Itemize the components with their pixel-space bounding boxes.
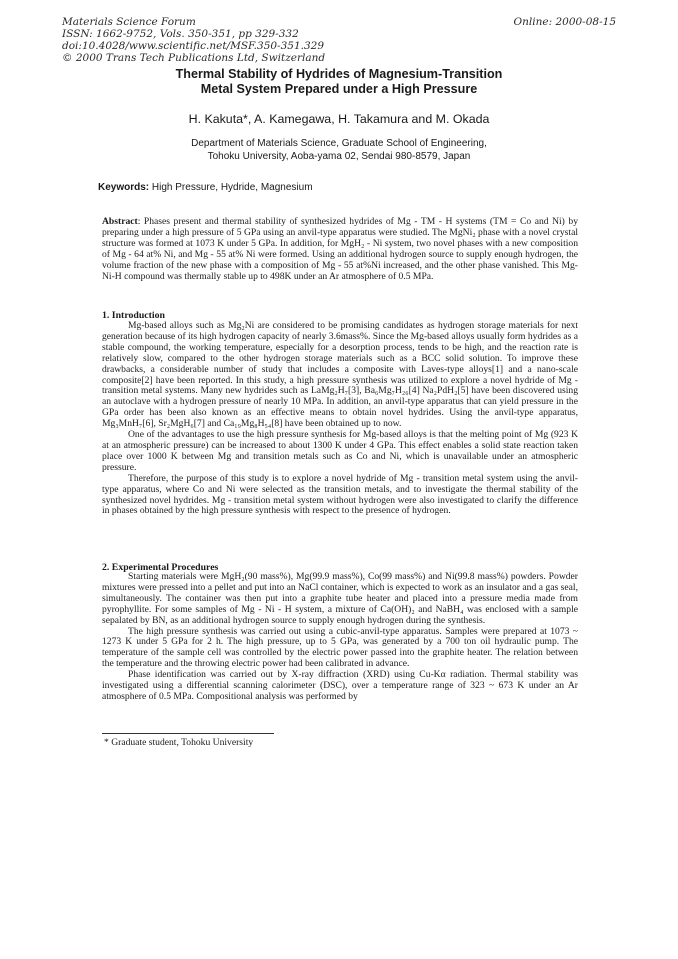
- paragraph: Starting materials were MgH₂(90 mass%), Mg(99.9 mass%), Co(99 mass%) and Ni(99.8 mass%) powders. Powder mixtures were pressed into a pellet and put into an NaCl container, which is expected to work as an insulator and a gas seal, simultaneously. The container was then put into a graphite tube heater and placed into a pressure media made from pyrophyllite. For some samples of Mg - Ni - H system, a mixture of Ca(OH)₂ and NaBH₄ was enclosed with a sample sepalated by BN, as an additional hydrogen source to supply enough hydrogen during the synthesis.: [102, 571, 578, 626]
- online-date: Online: 2000-08-15: [513, 16, 616, 28]
- title-line-2: Metal System Prepared under a High Pressure: [200, 82, 478, 96]
- affiliation-line-1: Department of Materials Science, Graduate School of Engineering,: [191, 138, 487, 149]
- paragraph: One of the advantages to use the high pressure synthesis for Mg-based alloys is that the melting point of Mg (923 K at an atmospheric pressure) can be increased to about 1300 K under 4 GPa. This effect enables a solid state reaction taken place over 1000 K between Mg and transition metals such as Co and Ni, which is unavailable under an atmospheric pressure.: [102, 429, 578, 473]
- section-heading-experimental: 2. Experimental Procedures: [102, 562, 219, 573]
- doi: doi:10.4028/www.scientific.net/MSF.350-351.329: [62, 40, 325, 52]
- paper-title: [100, 67, 578, 97]
- keywords-text: High Pressure, Hydride, Magnesium: [151, 182, 313, 193]
- author-list: H. Kakuta*, A. Kamegawa, H. Takamura and M. Okada: [188, 112, 490, 126]
- copyright: © 2000 Trans Tech Publications Ltd, Switzerland: [62, 52, 326, 64]
- paragraph: The high pressure synthesis was carried out using a cubic-anvil-type apparatus. Samples were prepared at 1073 ~ 1273 K under 5 GPa for 2 h. The high pressure, up to 5 GPa, was generated by a 700 ton oil hydraulic pump. The temperature of the sample cell was controlled by the electric power passed into the graphite heater. The relation between the temperature and the throwing electric power had been calibrated in advance.: [102, 625, 578, 670]
- keywords-label: Keywords:: [98, 182, 150, 193]
- introduction-body: [102, 321, 578, 517]
- paragraph: Mg-based alloys such as Mg₂Ni are considered to be promising candidates as hydrogen storage materials for next generation because of its high hydrogen capacity of nearly 3.6mass%. Since the Mg-based alloys usually form hydrides as a stable compound, the working temperature, especially for a desorption process, tends to be high, and the reaction rate is relatively slow, compared to the other hydrogen storage materials such as a BCC solid solution. To improve these drawbacks, a considerable number of study that includes a composite with Laves-type alloys[1] and a nano-scale composite[2] have been reported. In this study, a high pressure synthesis was utilized to explore a novel hydride of Mg - transition metal systems. Many new hydrides such as LaMg₂H₇[3], Ba₆Mg₇H₂₆[4] Na₂PdH₂[5] have been discovered using an autoclave with a hydrogen pressure of nearly 10 MPa. In addition, an anvil-type apparatus that can yield pressure in the GPa order has been also known as an effective means to obtain novel hydrides. Using the anvil-type apparatus, Mg₃MnH₇[6], Sr₂MgH₆[7] and Ca₁₉Mg₈H₅₄[8] have been obtained up to now.: [102, 320, 578, 430]
- issn: ISSN: 1662-9752, Vols. 350-351, pp 329-332: [62, 28, 299, 40]
- paragraph: Phase identification was carried out by X-ray diffraction (XRD) using Cu-Kα radiation. Thermal stability was investigated using a differential scanning calorimeter (DSC), over a temperature range of 323 ~ 673 K under an Ar atmosphere of 0.5 MPa. Compositional analysis was performed by: [102, 669, 578, 702]
- experimental-body: [102, 572, 578, 703]
- paragraph: Therefore, the purpose of this study is to explore a novel hydride of Mg - transition metal system using the anvil-type apparatus, where Co and Ni were selected as the transition metals, and to investigate the thermal stability of the synthesized novel hydrides. Mg - transition metal system without hydrogen were also investigated to clarify the difference in phases obtained by the high pressure synthesis with respect to the presence of hydrogen.: [102, 472, 578, 517]
- title-line-1: Thermal Stability of Hydrides of Magnesium-Transition: [175, 67, 503, 81]
- journal-name: Materials Science Forum: [62, 16, 196, 28]
- footnote: * Graduate student, Tohoku University: [104, 737, 254, 748]
- affiliation: [100, 137, 578, 163]
- keywords: [98, 182, 313, 193]
- abstract: [102, 217, 578, 282]
- abstract-text: : Phases present and thermal stability of synthesized hydrides of Mg - TM - H systems (TM = Co and Ni) by preparing under a high pressure of 5 GPa using an anvil-type apparatus were studied. The MgNi₂ phase with a novel crystal structure was formed at 1073 K under 5 GPa. In addition, for MgH₂ - Ni system, two novel phases with a new composition of Mg - 64 at% Ni, and Mg - 55 at% Ni were formed. Using an additional hydrogen source to supply enough hydrogen, the volume fraction of the new phase with a composition of Mg - 55 at%Ni increased, and the other phase vanished. This Mg-Ni-H compound was thermally stable up to 498K under an Ar atmosphere of 0.5 MPa.: [102, 216, 578, 282]
- section-heading-introduction: 1. Introduction: [102, 310, 165, 321]
- journal-header: [62, 16, 325, 64]
- footnote-divider: [102, 733, 274, 734]
- abstract-label: Abstract: [102, 216, 138, 227]
- affiliation-line-2: Tohoku University, Aoba-yama 02, Sendai 980-8579, Japan: [207, 151, 471, 162]
